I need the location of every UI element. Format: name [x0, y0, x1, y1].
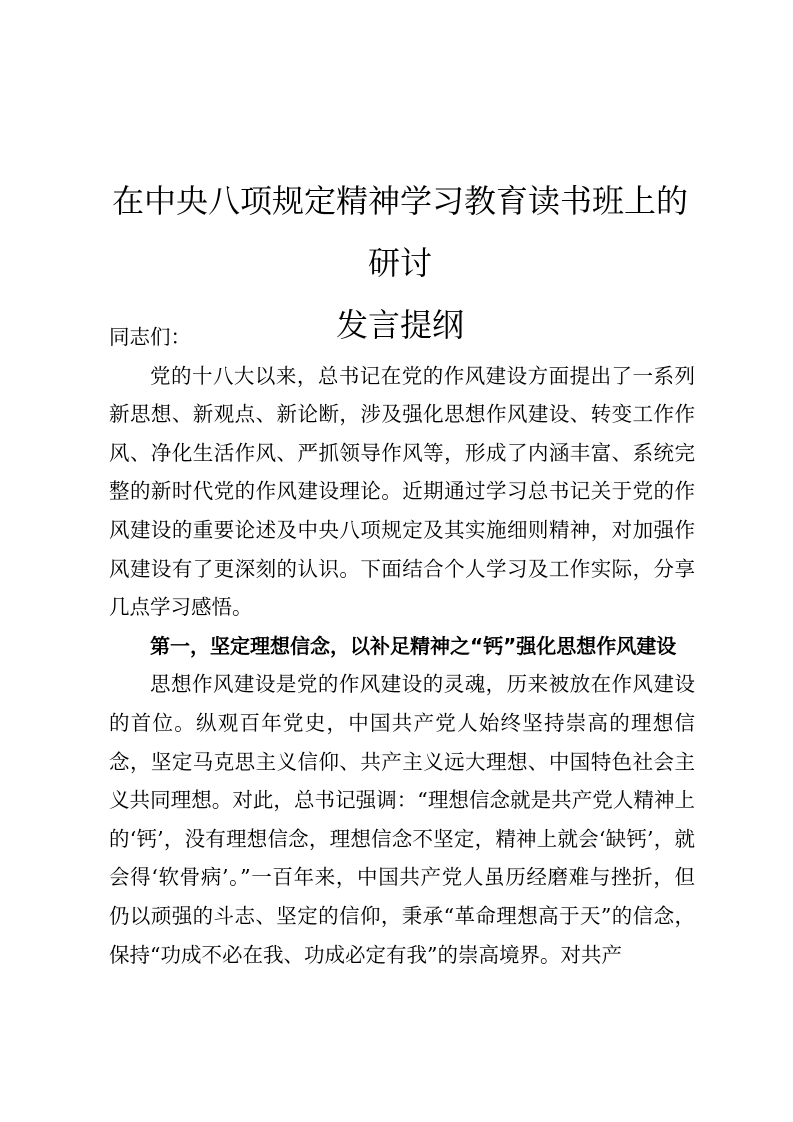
intro-paragraph: 党的十八大以来，总书记在党的作风建设方面提出了一系列新思想、新观点、新论断，涉及强化思想作风建设、转变工作作风、净化生活作风、严抓领导作风等，形成了内涵丰富、系统完整的新时代党的作风建设理论。近期通过学习总书记关于党的作风建设的重要论述及中央八项规定及其实施细则精神，对加强作风建设有了更深刻的认识。下面结合个人学习及工作实际，分享几点学习感悟。 [109, 363, 695, 620]
section-body-1: 思想作风建设是党的作风建设的灵魂，历来被放在作风建设的首位。纵观百年党史，中国共产党人始终坚持崇高的理想信念，坚定马克思主义信仰、共产主义远大理想、中国特色社会主义共同理想。对此，总书记强调：“理想信念就是共产党人精神上的‘钙’，没有理想信念，理想信念不坚定，精神上就会‘缺钙’，就会得‘软骨病’。”一百年来，中国共产党人虽历经磨难与挫折，但仍以顽强的斗志、坚定的信仰，秉承“革命理想高于天”的信念，保持“功成不必在我、功成必定有我”的崇高境界。对共产 [109, 672, 695, 967]
section-heading-1: 第一，坚定理想信念，以补足精神之“钙”强化思想作风建设 [150, 633, 677, 658]
salutation: 同志们： [109, 325, 191, 349]
title-line-2: 发言提纲 [335, 306, 464, 344]
title-line-1: 在中央八项规定精神学习教育读书班上的研讨 [111, 182, 688, 282]
document-body [109, 318, 695, 974]
